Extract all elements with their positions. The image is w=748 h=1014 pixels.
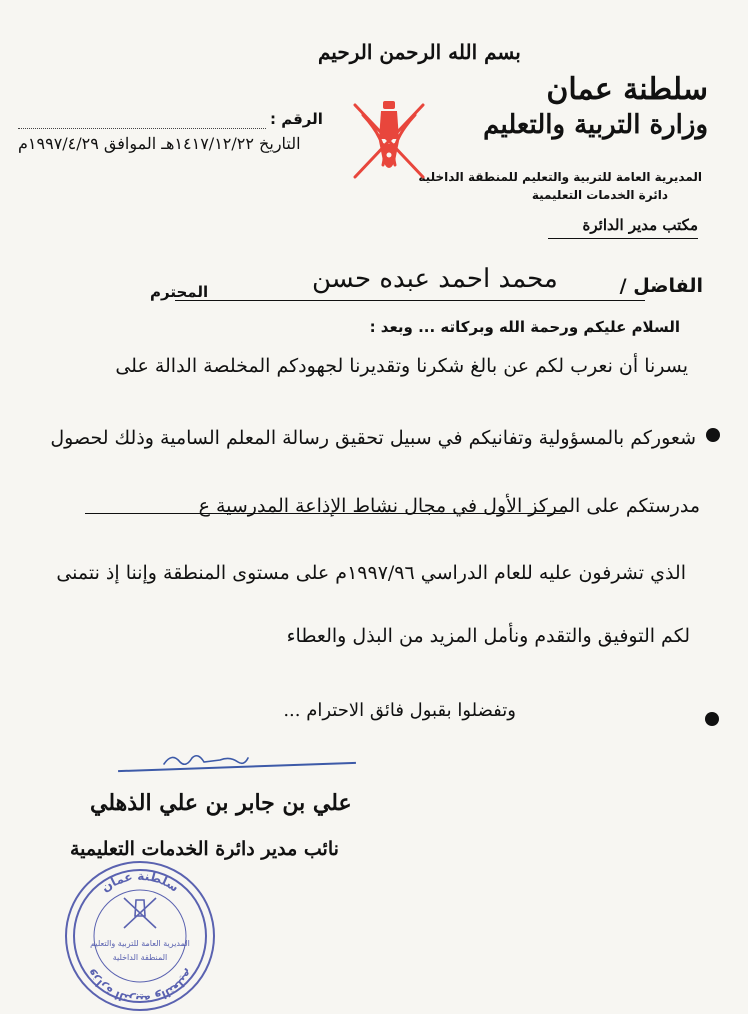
letterhead-sultanate: سلطنة عمان (546, 72, 708, 107)
salutation-label: الفاضل / (619, 275, 703, 297)
award-underline (85, 513, 565, 514)
letterhead-department: دائرة الخدمات التعليمية (531, 188, 668, 202)
honorific: المحترم (150, 283, 209, 301)
stamp-center-line2: المنطقة الداخلية (112, 953, 168, 962)
svg-text:سلطنة عمان (99, 869, 182, 895)
body-line: الذي تشرفون عليه للعام الدراسي ١٩٩٧/٩٦م على مستوى المنطقة وإننا إذ نتمنى (56, 562, 686, 584)
basmala: بسم الله الرحمن الرحيم (318, 40, 521, 64)
signer-name: علي بن جابر بن علي الذهلي (90, 790, 352, 816)
body-line: لكم التوفيق والتقدم ونأمل المزيد من البذل والعطاء (286, 625, 690, 647)
body-line: شعوركم بالمسؤولية وتفانيكم في سبيل تحقيق رسالة المعلم السامية وذلك لحصول (50, 427, 696, 449)
recipient-underline (175, 300, 645, 301)
date-line: التاريخ ١٤١٧/١٢/٢٢هـ الموافق ١٩٩٧/٤/٢٩م (18, 134, 301, 153)
punch-hole-bottom (705, 712, 719, 726)
signer-title: نائب مدير دائرة الخدمات التعليمية (70, 838, 339, 860)
body-line: يسرنا أن نعرب لكم عن بالغ شكرنا وتقديرنا لجهودكم المخلصة الدالة على (115, 355, 688, 377)
letterhead-office: مكتب مدير الدائرة (582, 216, 698, 234)
reference-dotted-line (18, 128, 266, 129)
stamp-ring-top: سلطنة عمان (98, 868, 182, 895)
closing-line: وتفضلوا بقبول فائق الاحترام ... (283, 700, 516, 721)
greeting: السلام عليكم ورحمة الله وبركاته ... وبعد : (369, 318, 680, 336)
stamp-ring-bottom: وزارة التربية والتعليم (83, 967, 197, 1007)
khanjar-emblem-icon (343, 95, 435, 187)
letterhead-directorate: المديرية العامة للتربية والتعليم للمنطقة الداخلية (418, 170, 702, 184)
recipient-name: محمد احمد عبده حسن (312, 264, 558, 294)
reference-label: الرقم : (270, 110, 323, 128)
punch-hole-top (706, 428, 720, 442)
svg-text:وزارة التربية والتعليم (84, 967, 197, 1006)
office-underline (548, 238, 698, 239)
letterhead-ministry: وزارة التربية والتعليم (483, 110, 708, 140)
body-line: مدرستكم على المركز الأول في مجال نشاط الإذاعة المدرسية ع (198, 495, 700, 517)
stamp-center-line1: المديرية العامة للتربية والتعليم (90, 939, 190, 948)
official-stamp (62, 858, 218, 1014)
